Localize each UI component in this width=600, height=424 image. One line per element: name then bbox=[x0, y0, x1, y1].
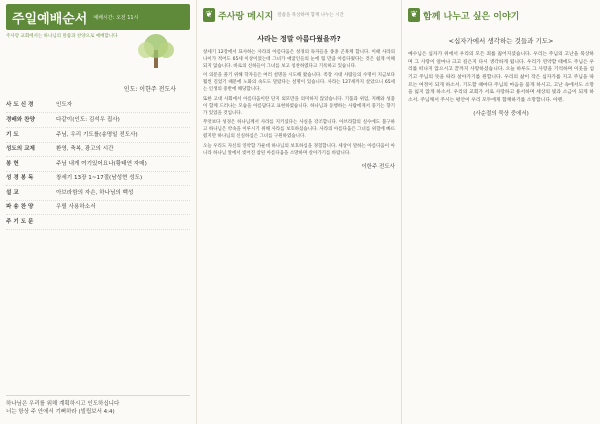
order-item bbox=[6, 113, 190, 128]
order-item-key: 성도의 교제 bbox=[6, 146, 35, 153]
bulletin-title: 주일예배순서 bbox=[12, 11, 88, 27]
order-item bbox=[6, 201, 190, 216]
sermon-paragraph: 또한 고대 사회에서 아름다움이란 단지 외모만을 의미하지 않았습니다. 기품과 위엄, 지혜와 성품이 함께 드러나는 모습을 아름답다고 표현하였습니다. 하나님과 동행하는 사람에게서 풍기는 향기가 있었을 것입니다. bbox=[203, 96, 395, 116]
bulletin-subtitle: 주사랑 교회에서는 하나님의 말씀과 찬양으로 예배합니다 bbox=[6, 34, 118, 39]
order-item-key: 기 도 bbox=[6, 131, 19, 138]
sharing-title: <십자가에서 생각하는 것들과 기도> bbox=[448, 37, 554, 45]
order-item bbox=[6, 215, 190, 230]
order-item-key: 설 교 bbox=[6, 189, 19, 196]
order-item-value: 인도자 bbox=[56, 102, 73, 109]
order-item-key: 파 송 찬 양 bbox=[6, 204, 34, 211]
bottom-note: 하나님은 우리를 위해 계획하시고 인도하십니다 너는 항상 주 안에서 기뻐하라 (빌립보서 4:4) bbox=[6, 395, 190, 417]
sharing-source: (사순절의 묵상 중에서) bbox=[473, 110, 529, 117]
sermon-paragraph: 오늘 우리도 자신의 연약함 가운데 하나님의 보호하심을 경험합니다. 세상이 말하는 아름다움이 아니라 하나님 앞에서 빚어진 참된 아름다움을 소망하며 살아가기를 바랍니다. bbox=[203, 143, 395, 156]
leaf-icon: ❦ bbox=[408, 8, 420, 22]
sermon-signature: 이한주 전도사 bbox=[361, 163, 395, 170]
sharing-panel bbox=[401, 0, 600, 424]
service-time: 예배시간: 오전 11시 bbox=[93, 14, 139, 21]
order-item-value: 다같이(인도: 김석우 집사) bbox=[56, 117, 120, 124]
order-item-value: 주님 내게 여기있어요나(황태연 자매) bbox=[56, 160, 147, 167]
order-item bbox=[6, 143, 190, 158]
order-item-key: 봉 헌 bbox=[6, 160, 19, 167]
order-item-value: 아브라함의 자손, 하나님의 백성 bbox=[56, 189, 134, 196]
order-item-key: 경배와 찬양 bbox=[6, 117, 35, 124]
sermon-title: 사라는 정말 아름다웠을까? bbox=[257, 35, 341, 43]
order-item bbox=[6, 128, 190, 143]
leaf-icon: ❦ bbox=[203, 8, 215, 22]
order-of-service-panel bbox=[0, 0, 196, 424]
order-item-value: 창세기 13장 1~17절(남성현 성도) bbox=[56, 175, 143, 182]
sermon-header bbox=[203, 4, 395, 26]
sermon-section-sub: 말씀을 묵상하며 함께 나누는 시간 bbox=[277, 13, 344, 18]
sharing-section-title: 함께 나누고 싶은 이야기 bbox=[423, 11, 520, 22]
sharing-header bbox=[408, 4, 594, 26]
order-item-value: 주님, 우리 기도를(송명일 전도사) bbox=[56, 131, 138, 138]
sharing-body: 예수님은 십자가 위에서 우리의 모든 죄를 짊어지셨습니다. 우리는 주님의 고난을 묵상하며 그 사랑이 얼마나 크고 깊은지 다시 생각하게 됩니다. 우리가 연약할 때에도 주님은 우리를 떠나지 않으시고 끝까지 사랑하셨습니다. 오늘 하루도 그 사랑을 기억하며 이웃을 섬기고 주님의 뜻을 따라 살아가기를 원합니다. 우리의 삶이 작은 십자가를 지고 주님을 따르는 여정이 되게 하소서. 기도할 때마다 주님의 마음을 품게 하시고, 고난 속에서도 소망을 잃지 않게 하소서. 우리의 교회가 서로 사랑하고 용서하며 세상의 빛과 소금이 되게 하소서. 주님께서 주시는 평안이 우리 모두에게 함께하기를 소망합니다. 아멘. bbox=[408, 52, 594, 104]
sermon-paragraph: 창세기 12장에서 묘사하는 사라의 아름다움은 성경의 독자들을 종종 곤혹케 합니다. 이때 사라의 나이가 적어도 65세 이상이었는데 그녀가 애굽인들의 눈에 띌 만큼 아름다웠다는 것은 쉽게 이해되지 않습니다. 바로의 신하들이 그녀를 보고 칭찬하였다고 기록하고 있습니다. bbox=[203, 50, 395, 69]
order-item-value bbox=[56, 218, 190, 226]
sermon-panel bbox=[196, 0, 401, 424]
sermon-paragraph: 이 의문을 풀기 위해 학자들은 여러 설명을 시도해 왔습니다. 족장 시대 사람들의 수명이 지금보다 훨씬 길었기 때문에 노화의 속도도 달랐다는 설명이 있습니다. 사라는 127세까지 살았으니 65세는 인생의 중반에 해당합니다. bbox=[203, 73, 395, 93]
order-item-value: 우릴 사용하소서 bbox=[56, 204, 96, 211]
sermon-section-title: 주사랑 메시지 bbox=[218, 11, 274, 22]
order-item-key: 사 도 신 경 bbox=[6, 102, 34, 109]
order-item-key: 성 경 봉 독 bbox=[6, 175, 34, 182]
order-item bbox=[6, 186, 190, 201]
service-leader: 인도: 이한주 전도사 bbox=[123, 85, 176, 93]
order-item-value: 환영, 축복, 광고의 시간 bbox=[56, 146, 114, 153]
order-item bbox=[6, 172, 190, 187]
bulletin-title-bar bbox=[6, 4, 190, 30]
tree-illustration-icon bbox=[126, 30, 186, 70]
order-item bbox=[6, 99, 190, 114]
order-item bbox=[6, 157, 190, 172]
order-list bbox=[6, 99, 190, 230]
order-item-key: 주 기 도 문 bbox=[6, 219, 34, 226]
sermon-body bbox=[203, 50, 395, 158]
sermon-paragraph: 무엇보다 성경은 하나님께서 사라를 지키셨다는 사실을 강조합니다. 아브라함의 실수에도 불구하고 하나님은 약속을 이루시기 위해 사라를 보호하셨습니다. 사라의 아름다움은 그녀를 위험에 빠뜨렸지만 하나님의 신실하심은 그녀를 구원하였습니다. bbox=[203, 120, 395, 140]
